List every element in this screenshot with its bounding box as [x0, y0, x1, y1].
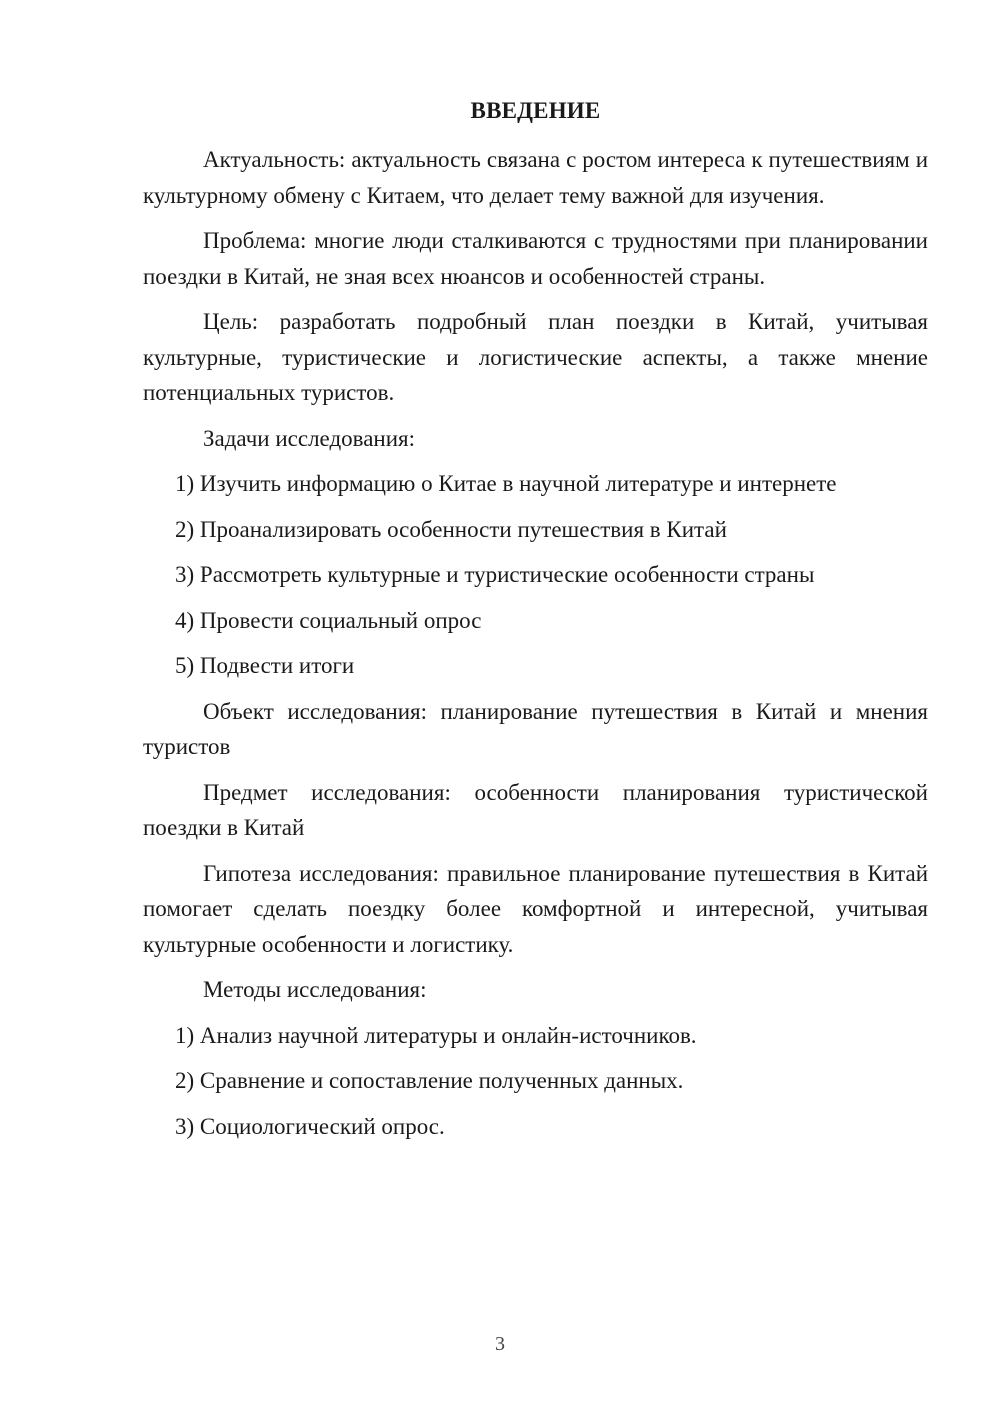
relevance-paragraph: Актуальность: актуальность связана с ростом интереса к путешествиям и культурному обмену с Китаем, что делает тему важной для изучения. [143, 147, 928, 208]
page-title: ВВЕДЕНИЕ [470, 98, 601, 123]
methods-list [143, 1018, 928, 1145]
problem-paragraph: Проблема: многие люди сталкиваются с трудностями при планировании поездки в Китай, не зная всех нюансов и особенностей страны. [143, 228, 928, 289]
document-page [143, 94, 928, 1154]
list-item: 5) Подвести итоги [175, 653, 355, 678]
list-item: 4) Провести социальный опрос [175, 607, 482, 633]
goal-paragraph: Цель: разработать подробный план поездки в Китай, учитывая культурные, туристические и логистические аспекты, а также мнение потенциальных туристов. [143, 309, 928, 405]
tasks-list [143, 466, 928, 684]
list-item: 2) Проанализировать особенности путешествия в Китай [175, 516, 727, 542]
list-item: 1) Анализ научной литературы и онлайн-источников. [175, 1022, 697, 1048]
object-paragraph: Объект исследования: планирование путешествия в Китай и мнения туристов [143, 698, 928, 759]
methods-heading: Методы исследования: [203, 977, 427, 1002]
hypothesis-paragraph: Гипотеза исследования: правильное планирование путешествия в Китай помогает сделать поездку более комфортной и интересной, учитывая культурные особенности и логистику. [143, 860, 928, 957]
subject-paragraph: Предмет исследования: особенности планирования туристической поездки в Китай [143, 779, 928, 840]
list-item: 3) Рассмотреть культурные и туристические особенности страны [175, 562, 815, 587]
tasks-heading: Задачи исследования: [203, 425, 416, 451]
list-item: 3) Социологический опрос. [175, 1113, 445, 1139]
list-item: 2) Сравнение и сопоставление полученных данных. [175, 1068, 684, 1093]
list-item: 1) Изучить информацию о Китае в научной литературе и интернете [175, 471, 837, 496]
page-number: 3 [495, 1333, 505, 1355]
